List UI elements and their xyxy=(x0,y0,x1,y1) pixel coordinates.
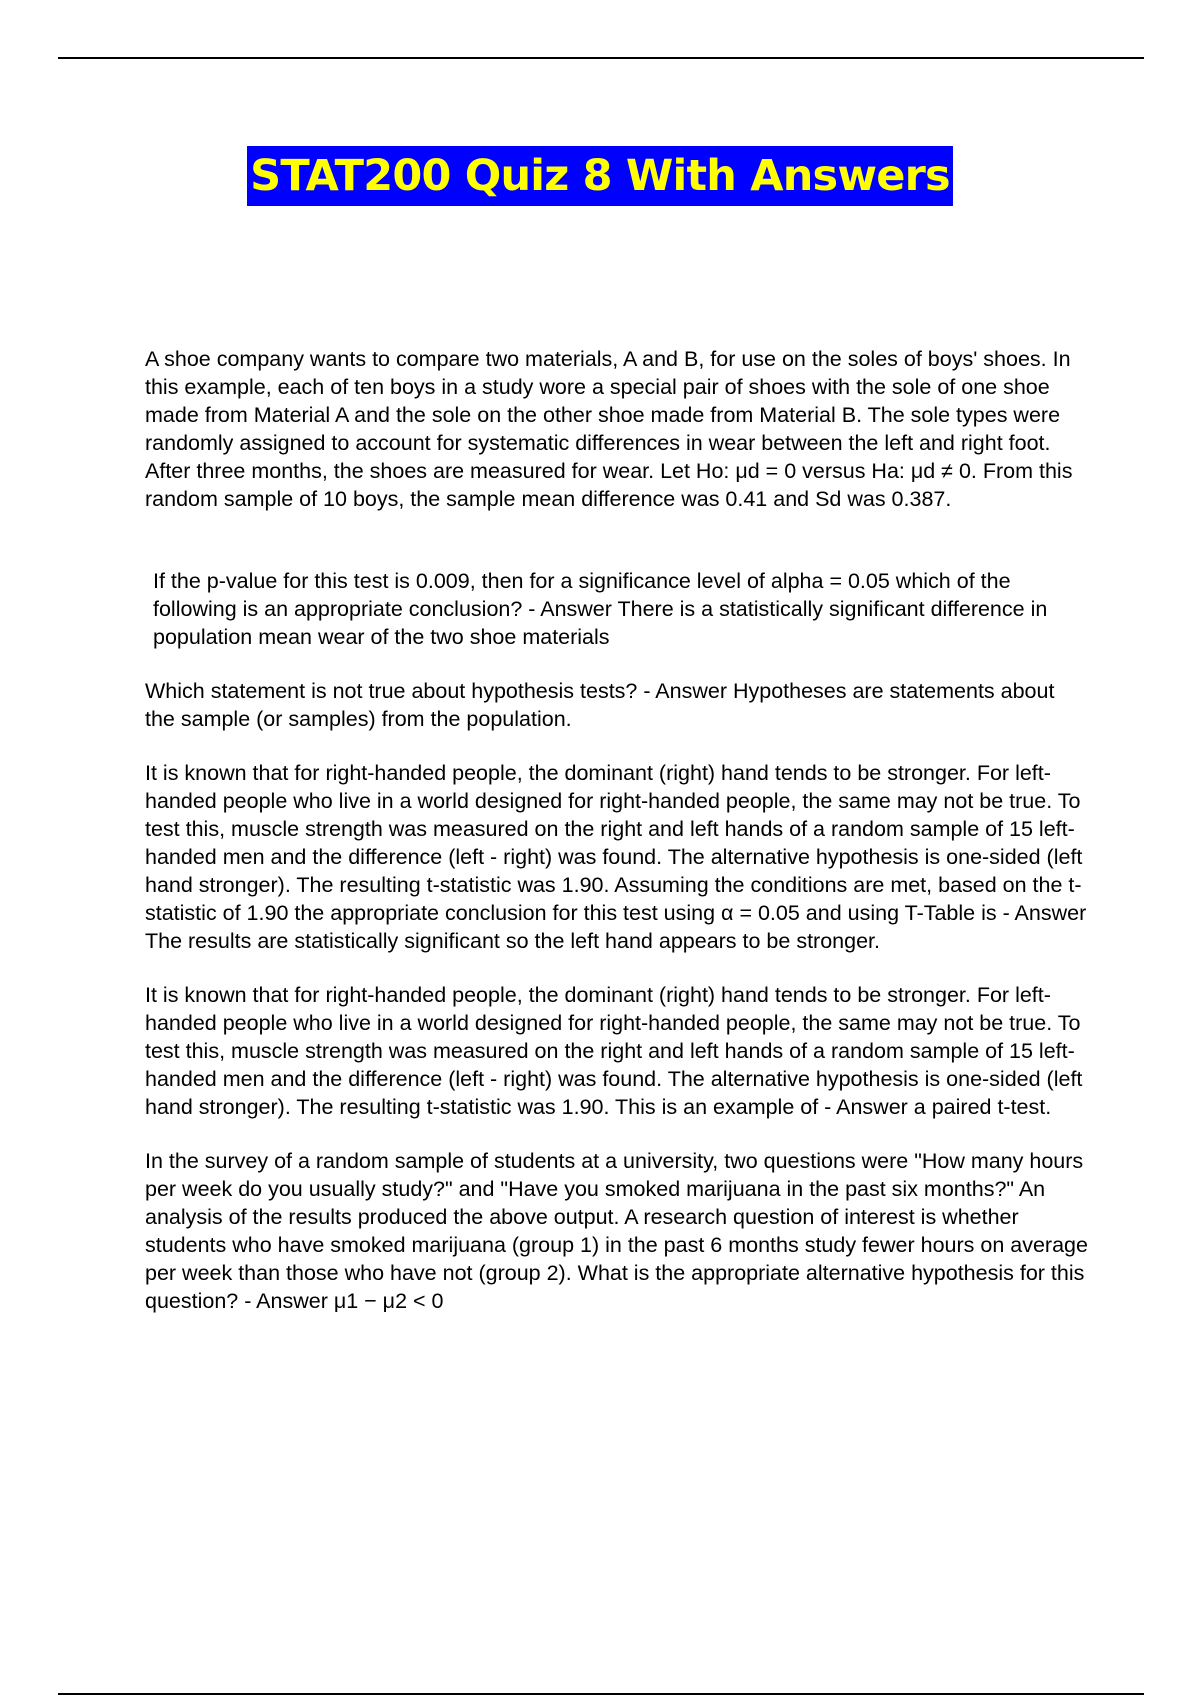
question-answer-paragraph: Which statement is not true about hypothesis tests? - Answer Hypotheses are statements about the sample (or samples) from the population. xyxy=(145,679,1055,731)
document-title: STAT200 Quiz 8 With Answers xyxy=(247,146,953,206)
question-answer-paragraph: It is known that for right-handed people, the dominant (right) hand tends to be stronger. For left-handed people who live in a world designed for right-handed people, the same may not be true. To test this, muscle strength was measured on the right and left hands of a random sample of 15 left-handed men and the difference (left - right) was found. The alternative hypothesis is one-sided (left hand stronger). The resulting t-statistic was 1.90. Assuming the conditions are met, based on the t-statistic of 1.90 the appropriate conclusion for this test using α = 0.05 and using T-Table is - Answer The results are statistically significant so the left hand appears to be stronger. xyxy=(145,761,1087,953)
document-body xyxy=(145,345,1090,1341)
question-intro-paragraph: A shoe company wants to compare two materials, A and B, for use on the soles of boys' shoes. In this example, each of ten boys in a study wore a special pair of shoes with the sole of one shoe made from Material A and the sole on the other shoe made from Material B. The sole types were randomly assigned to account for systematic differences in wear between the left and right foot. After three months, the shoes are measured for wear. Let Ho: μd = 0 versus Ha: μd ≠ 0. From this random sample of 10 boys, the sample mean difference was 0.41 and Sd was 0.387. xyxy=(145,347,1073,511)
bottom-divider xyxy=(58,1693,1144,1695)
question-answer-paragraph: It is known that for right-handed people, the dominant (right) hand tends to be stronger. For left-handed people who live in a world designed for right-handed people, the same may not be true. To test this, muscle strength was measured on the right and left hands of a random sample of 15 left-handed men and the difference (left - right) was found. The alternative hypothesis is one-sided (left hand stronger). The resulting t-statistic was 1.90. This is an example of - Answer a paired t-test. xyxy=(145,983,1083,1119)
question-answer-paragraph: If the p-value for this test is 0.009, then for a significance level of alpha = 0.05 which of the following is an appropriate conclusion? - Answer There is a statistically significant difference in population mean wear of the two shoe materials xyxy=(153,569,1048,649)
question-answer-paragraph: In the survey of a random sample of students at a university, two questions were "How many hours per week do you usually study?" and "Have you smoked marijuana in the past six months?" An analysis of the results produced the above output. A research question of interest is whether students who have smoked marijuana (group 1) in the past 6 months study fewer hours on average per week than those who have not (group 2). What is the appropriate alternative hypothesis for this question? - Answer μ1 − μ2 < 0 xyxy=(145,1149,1088,1313)
title-container xyxy=(0,146,1200,206)
top-divider xyxy=(58,57,1144,59)
